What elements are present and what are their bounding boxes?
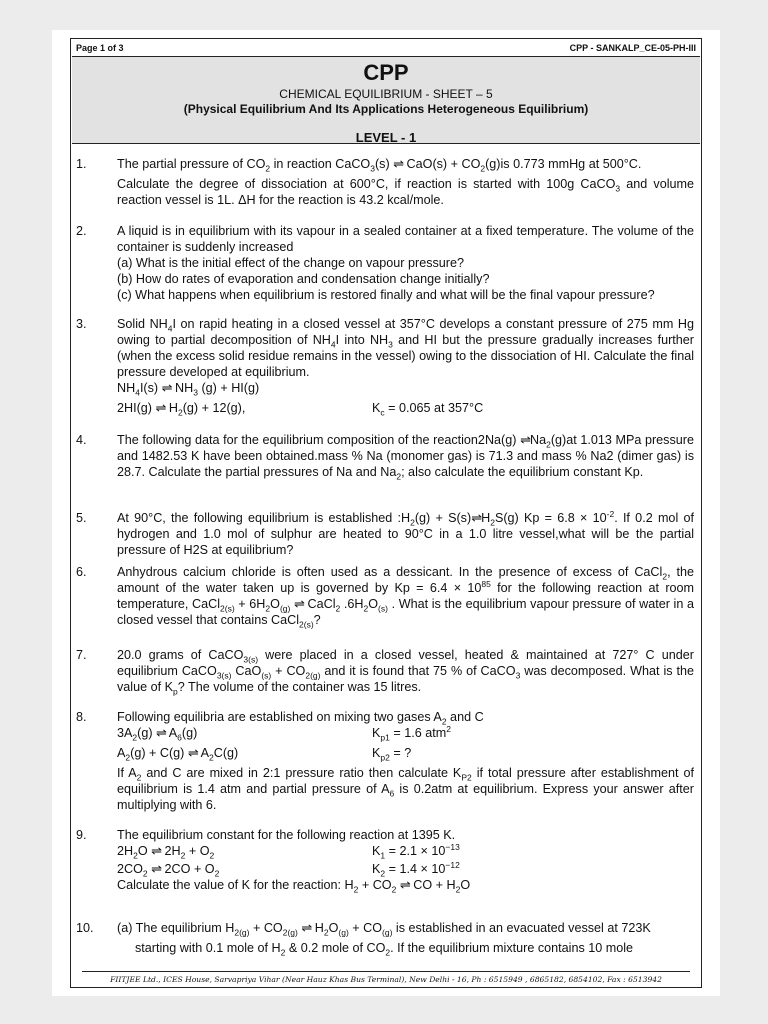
question-part-a: (a) What is the initial effect of the change on vapour pressure? xyxy=(117,256,464,270)
question-10 xyxy=(74,920,694,956)
question-7 xyxy=(74,647,694,695)
page-footer: FIITJEE Ltd., ICES House, Sarvapriya Vihar (Near Hauz Khas Bus Terminal), New Delhi - 16, Ph : 6515949 , 6865182, 6854102, Fax : 6513942 xyxy=(82,971,690,984)
page-top-bar xyxy=(72,41,700,55)
question-5 xyxy=(74,510,694,558)
question-number: 7. xyxy=(76,648,87,662)
question-number: 6. xyxy=(76,565,87,579)
equilibrium-arrow-icon: ⇌ xyxy=(156,725,166,740)
question-number: 9. xyxy=(76,828,87,842)
kp2-value: = ? xyxy=(393,746,412,760)
question-text: 20.0 grams of CaCO$_{3(s)}$ were placed in a closed vessel, heated & maintained at 727° C under equilibrium CaCO$_{3(s)}$ $CaO_{(s)} + CO_{2(g)}$ and it is found that 75 % of CaCO$_3$ was decomposed. What is the value of $K_p$? The volume of the container was 15 litres. xyxy=(117,648,694,697)
equilibrium-arrow-icon: ⇌ xyxy=(155,400,166,415)
question-text: Solid $NH_4I$ on rapid heating in a closed vessel at 357°C develops a constant pressure of 275 mm Hg owing to partial decomposition of $NH_4I$ into $NH_3$ and HI but the pressure gradually increases further (when the excess solid residue remains in the vessel) owing to the dissociation of HI. Calculate the final pressure developed at equilibrium. $NH_4I(s)$ ⇌ $NH_3$ (g) + HI(g) 2HI(g) ⇌ $H_2(g) + 12(g)$, $K_c = 0.065$ at 357°C xyxy=(117,317,694,418)
question-8 xyxy=(74,709,694,813)
equilibrium-arrow-icon: ⇌ xyxy=(151,843,162,858)
question-text: The following data for the equilibrium composition of the reaction2Na(g) $\rightleftharpoons Na_2(g)at$ 1.013 MPa pressure and 1482.53 K have been obtained.mass % Na (monomer gas) is 71.3 and mass % Na2 (dimer gas) is 28.7. Calculate the partial pressures of Na and $Na_2$; also calculate the equilibrium constant Kp. xyxy=(117,432,694,482)
question-4 xyxy=(74,432,694,480)
document-page xyxy=(52,30,720,996)
equilibrium-arrow-icon: ⇌ xyxy=(399,877,410,892)
equilibrium-arrow-icon: ⇌ xyxy=(161,380,172,395)
question-9 xyxy=(74,827,694,893)
question-text: The partial pressure of $CO_2$ in reaction CaCO$_3$(s) ⇌ $CaO(s) + CO_2(g)is$ 0.773 mmHg at 500°C. Calculate the degree of dissociation at 600°C, if reaction is started with 100g CaCO$_3$ and volume reaction vessel is 1L. ΔH for the reaction is 43.2 kcal/mole. xyxy=(117,156,695,207)
question-number: 10. xyxy=(76,921,94,935)
question-text: The equilibrium constant for the following reaction at 1395 K. $2H_2O$ ⇌ $2H_2 + O_2$ $K_1 = 2.1 \times 10^{-13}$ $2CO_2$ ⇌ $2CO + O_2$ $K_2 = 1.4 \times 10^{-12}$ Calculate the value of K for the reaction: $H_2 + CO_2$ ⇌ CO + $H_2O$ xyxy=(117,828,471,895)
question-2 xyxy=(74,223,694,303)
question-1 xyxy=(74,156,694,208)
question-text: Following equilibria are established on mixing two gases $A_2$ and C $3A_2(g)$ ⇌ $A_6(g)$ $K_{p1} = 1.6$ atm$^2$ $A_2(g) + C(g)$ ⇌ $A_2C(g)$ $K_{p2}$ = ? If $A_2$ and C are mixed in 2:1 pressure ratio then calculate $K_{P2}$ if total pressure after establishment of equilibrium is 1.4 atm and partial pressure of $A_6$ is 0.2atm at equilibrium. Express your answer after multiplying with 6. xyxy=(117,710,695,812)
equilibrium-arrow-icon: ⇌ xyxy=(151,861,162,876)
equilibrium-arrow-icon: ⇌ xyxy=(293,596,304,611)
question-number: 4. xyxy=(76,433,87,447)
question-text: At 90°C, the following equilibrium is established $:H_2(g)$ + $S(s)\rightleftharpoons H_2S(g) Kp = 6.8 \times 10^{-2}$. If 0.2 mol of hydrogen and 1.0 mol of sulphur are heated to 90°C in a 1.0 litre vessel,what will be the partial pressure of H2S at equilibrium? xyxy=(117,508,694,557)
question-number: 1. xyxy=(76,157,87,171)
level-heading: LEVEL - 1 xyxy=(355,130,417,145)
question-text xyxy=(117,223,694,303)
equilibrium-arrow-icon: ⇌ xyxy=(520,432,530,447)
question-text: Anhydrous calcium chloride is often used as a dessicant. In the presence of excess of CaCl$_2$, the amount of the water taken up is governed by $Kp = 6.4 \times 10^{85}$ for the following reaction at room temperature, CaCl$_{2(s)}$ + $6H_2O_{(g)}$ ⇌ CaCl$_2$ $.6H_2O_{(s)}$ . What is the equilibrium vapour pressure of water in a closed vessel that contains CaCl$_{2(s)}$? xyxy=(117,565,695,630)
header-sheet: CHEMICAL EQUILIBRIUM - SHEET – 5 xyxy=(279,87,493,101)
question-6 xyxy=(74,564,694,628)
equilibrium-arrow-icon: ⇌ xyxy=(471,510,482,525)
equilibrium-arrow-icon: ⇌ xyxy=(187,745,198,760)
question-part-c: (c) What happens when equilibrium is restored finally and what will be the final vapour pressure? xyxy=(117,288,655,302)
question-number: 3. xyxy=(76,317,87,331)
document-code: CPP - SANKALP_CE-05-PH-III xyxy=(569,43,696,53)
question-part-b: (b) How do rates of evaporation and condensation change initially? xyxy=(117,272,490,286)
question-line: A liquid is in equilibrium with its vapour in a sealed container at a fixed temperature. The volume of the container is suddenly increased xyxy=(117,224,694,254)
header-title: CPP xyxy=(363,60,409,85)
question-number: 5. xyxy=(76,511,87,525)
question-number: 8. xyxy=(76,710,87,724)
equilibrium-arrow-icon: ⇌ xyxy=(393,156,404,171)
question-text: (a) The equilibrium $H_{2(g)} + CO_{2(g)}$ ⇌ $H_2O_{(g)} + CO_{(g)}$ is established in an evacuated vessel at 723K starting with 0.1 mole of $H_2$ & 0.2 mole of $CO_2$. If the equilibrium mixture contains 10 mole xyxy=(117,920,651,958)
page-number: Page 1 of 3 xyxy=(76,43,124,53)
question-number: 2. xyxy=(76,224,87,238)
equilibrium-constant: $K_c = 0.065$ at 357°C xyxy=(372,401,484,418)
question-3 xyxy=(74,316,694,416)
header-subtitle: (Physical Equilibrium And Its Applications Heterogeneous Equilibrium) xyxy=(183,102,589,116)
equilibrium-arrow-icon: ⇌ xyxy=(301,920,312,935)
